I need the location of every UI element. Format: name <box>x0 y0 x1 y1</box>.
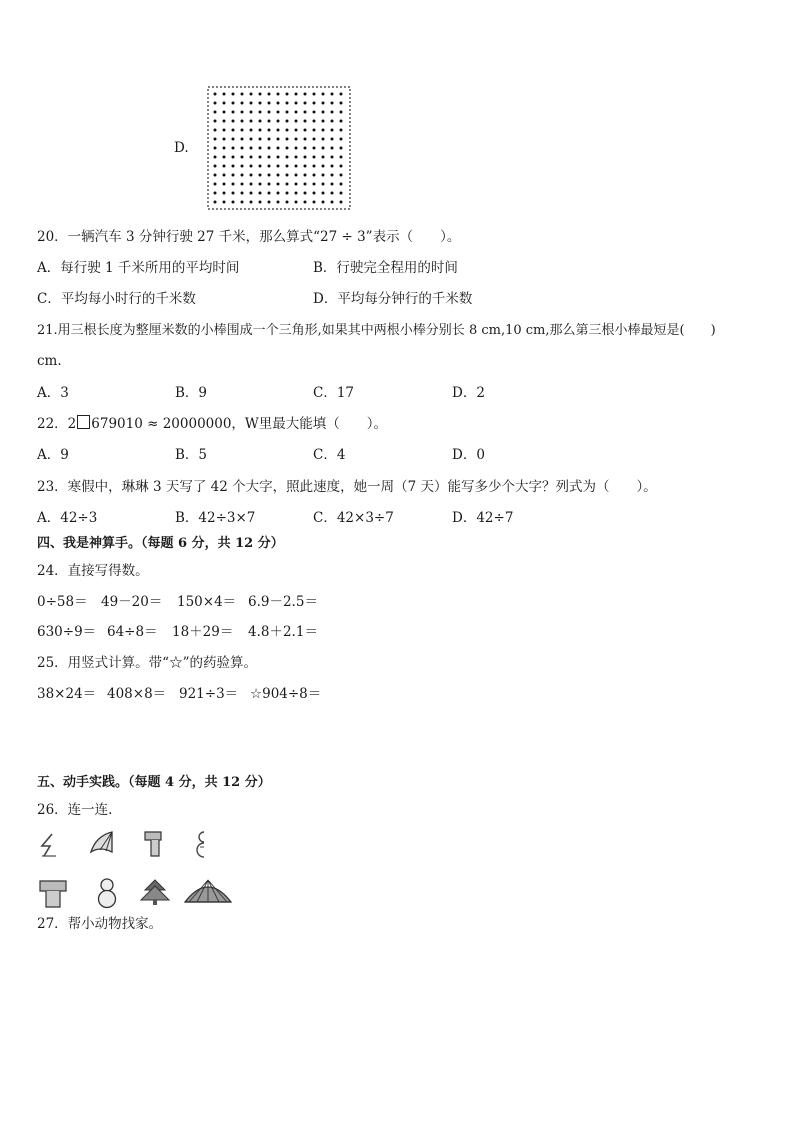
vertical-calc-item: 408×8＝ <box>107 686 167 702</box>
grid-dot <box>286 111 289 114</box>
grid-dot <box>277 174 280 177</box>
calc-item: 6.9－2.5＝ <box>248 594 318 610</box>
grid-dot <box>223 111 226 114</box>
grid-dot <box>322 201 325 204</box>
question-23-option-b: B．42÷3×7 <box>175 510 256 526</box>
grid-dot <box>214 156 217 159</box>
dot-grid-figure <box>207 86 351 210</box>
grid-dot <box>286 129 289 132</box>
grid-dot <box>331 129 334 132</box>
grid-dot <box>241 120 244 123</box>
half-house-icon <box>143 830 163 858</box>
grid-dot <box>268 183 271 186</box>
grid-dot <box>259 93 262 96</box>
grid-dot <box>214 174 217 177</box>
grid-dot <box>223 174 226 177</box>
question-20-option-b: B．行驶完全程用的时间 <box>313 260 458 276</box>
question-21-option-b: B．9 <box>175 385 208 401</box>
grid-dot <box>331 183 334 186</box>
grid-dot <box>313 192 316 195</box>
grid-dot <box>214 147 217 150</box>
grid-dot <box>241 183 244 186</box>
grid-dot <box>313 120 316 123</box>
grid-dot <box>295 165 298 168</box>
question-22-stem <box>37 415 387 433</box>
grid-dot <box>331 93 334 96</box>
section-4-title: 四、我是神算手。（每题 6 分，共 12 分） <box>37 536 284 551</box>
half-lightning-icon <box>38 832 60 858</box>
grid-dot <box>304 147 307 150</box>
blank-box-icon <box>77 415 90 429</box>
grid-dot <box>259 120 262 123</box>
grid-dot <box>295 156 298 159</box>
calc-item: 0÷58＝ <box>37 594 88 610</box>
grid-dot <box>250 156 253 159</box>
question-23-stem: 23．寒假中，琳琳 3 天写了 42 个大字，照此速度，她一周（7 天）能写多少个大字？列式为（ ）。 <box>37 479 657 495</box>
grid-dot <box>223 183 226 186</box>
grid-dot <box>313 165 316 168</box>
grid-dot <box>331 201 334 204</box>
calc-item: 49－20＝ <box>101 594 163 610</box>
grid-dot <box>268 120 271 123</box>
grid-dot <box>223 156 226 159</box>
grid-dot <box>214 120 217 123</box>
grid-dot <box>268 156 271 159</box>
grid-dot <box>250 183 253 186</box>
grid-dot <box>286 183 289 186</box>
grid-dot <box>313 183 316 186</box>
grid-dot <box>286 138 289 141</box>
grid-dot <box>268 165 271 168</box>
grid-dot <box>214 138 217 141</box>
grid-dot <box>286 93 289 96</box>
grid-dot <box>232 102 235 105</box>
calc-item: 150×4＝ <box>177 594 237 610</box>
grid-dot <box>340 93 343 96</box>
grid-dot <box>250 111 253 114</box>
grid-dot <box>304 156 307 159</box>
tree-icon <box>139 878 171 906</box>
grid-dot <box>214 93 217 96</box>
grid-dot <box>322 183 325 186</box>
grid-dot <box>295 120 298 123</box>
question-23-option-d: D．42÷7 <box>452 510 514 526</box>
grid-dot <box>259 183 262 186</box>
vertical-calc-item: 921÷3＝ <box>179 686 239 702</box>
grid-dot <box>340 129 343 132</box>
grid-dot <box>340 111 343 114</box>
grid-dot <box>250 93 253 96</box>
grid-dot <box>232 111 235 114</box>
grid-dot <box>286 174 289 177</box>
grid-dot <box>241 102 244 105</box>
grid-dot <box>322 165 325 168</box>
grid-dot <box>340 165 343 168</box>
grid-dot <box>322 174 325 177</box>
grid-dot <box>340 201 343 204</box>
grid-dot <box>259 138 262 141</box>
grid-dot <box>277 111 280 114</box>
grid-dot <box>232 156 235 159</box>
question-21-option-c: C．17 <box>313 385 355 401</box>
grid-dot <box>331 192 334 195</box>
grid-dot <box>214 201 217 204</box>
grid-dot <box>304 120 307 123</box>
grid-dot <box>232 129 235 132</box>
grid-dot <box>277 120 280 123</box>
grid-dot <box>268 174 271 177</box>
grid-dot <box>304 183 307 186</box>
grid-dot <box>322 147 325 150</box>
question-22-suffix: 679010 ≈ 20000000，W里最大能填（ ）。 <box>91 416 388 432</box>
grid-dot <box>277 192 280 195</box>
grid-dot <box>250 201 253 204</box>
grid-dot <box>214 192 217 195</box>
grid-dot <box>304 174 307 177</box>
grid-dot <box>250 138 253 141</box>
grid-dot <box>286 201 289 204</box>
grid-dot <box>322 111 325 114</box>
grid-dot <box>250 174 253 177</box>
grid-dot <box>223 102 226 105</box>
grid-dot <box>304 201 307 204</box>
grid-dot <box>322 129 325 132</box>
grid-dot <box>250 129 253 132</box>
grid-dot <box>331 147 334 150</box>
grid-dot <box>322 138 325 141</box>
grid-dot <box>277 156 280 159</box>
section-5-title: 五、动手实践。（每题 4 分，共 12 分） <box>37 775 271 790</box>
grid-dot <box>277 183 280 186</box>
grid-dot <box>313 111 316 114</box>
grid-dot <box>268 102 271 105</box>
grid-dot <box>268 93 271 96</box>
grid-dot <box>304 165 307 168</box>
question-21-stem: 21.用三根长度为整厘米数的小棒围成一个三角形,如果其中两根小棒分别长 8 cm,10 cm,那么第三根小棒最短是( ) <box>37 323 716 338</box>
question-21-option-a: A．3 <box>37 385 69 401</box>
grid-dot <box>277 93 280 96</box>
grid-dot <box>214 183 217 186</box>
grid-dot <box>313 102 316 105</box>
grid-dot <box>232 192 235 195</box>
grid-dot <box>223 120 226 123</box>
grid-dot <box>268 111 271 114</box>
question-22-option-d: D．0 <box>452 447 485 463</box>
grid-dot <box>232 174 235 177</box>
grid-dot <box>331 165 334 168</box>
grid-dot <box>241 174 244 177</box>
question-21-option-d: D．2 <box>452 385 485 401</box>
grid-dot <box>223 192 226 195</box>
half-snowman-icon <box>194 829 210 859</box>
grid-dot <box>232 120 235 123</box>
grid-dot <box>241 147 244 150</box>
house-icon <box>38 877 68 909</box>
grid-dot <box>322 120 325 123</box>
grid-dot <box>259 165 262 168</box>
grid-dot <box>295 201 298 204</box>
grid-dot <box>268 192 271 195</box>
grid-dot <box>277 138 280 141</box>
vertical-calc-item: 38×24＝ <box>37 686 97 702</box>
grid-dot <box>268 138 271 141</box>
calc-item: 4.8＋2.1＝ <box>248 624 318 640</box>
grid-dot <box>250 192 253 195</box>
grid-dot <box>331 138 334 141</box>
grid-dot <box>313 201 316 204</box>
grid-dot <box>322 156 325 159</box>
question-20-option-a: A．每行驶 1 千米所用的平均时间 <box>37 260 240 276</box>
grid-dot <box>331 102 334 105</box>
grid-dot <box>313 156 316 159</box>
grid-dot <box>295 111 298 114</box>
grid-dot <box>295 183 298 186</box>
grid-dot <box>286 165 289 168</box>
grid-dot <box>286 120 289 123</box>
grid-dot <box>340 192 343 195</box>
grid-dot <box>322 93 325 96</box>
grid-dot <box>259 201 262 204</box>
question-23-option-a: A．42÷3 <box>37 510 98 526</box>
grid-dot <box>250 165 253 168</box>
grid-dot <box>286 102 289 105</box>
grid-dot <box>241 201 244 204</box>
grid-dot <box>241 129 244 132</box>
grid-dot <box>241 111 244 114</box>
grid-dot <box>250 147 253 150</box>
grid-dot <box>214 165 217 168</box>
grid-dot <box>214 129 217 132</box>
grid-dot <box>259 102 262 105</box>
grid-dot <box>331 111 334 114</box>
grid-dot <box>295 93 298 96</box>
grid-dot <box>304 93 307 96</box>
grid-dot <box>340 120 343 123</box>
grid-dot <box>313 147 316 150</box>
question-22-prefix: 22．2 <box>37 416 77 432</box>
grid-dot <box>241 93 244 96</box>
grid-dot <box>277 129 280 132</box>
grid-dot <box>241 138 244 141</box>
grid-dot <box>223 138 226 141</box>
grid-dot <box>340 156 343 159</box>
question-27-stem: 27．帮小动物找家。 <box>37 916 163 932</box>
grid-dot <box>304 192 307 195</box>
grid-dot <box>241 165 244 168</box>
grid-dot <box>331 174 334 177</box>
question-22-option-a: A．9 <box>37 447 69 463</box>
grid-dot <box>214 111 217 114</box>
grid-dot <box>286 156 289 159</box>
grid-dot <box>232 147 235 150</box>
grid-dot <box>241 156 244 159</box>
calc-item: 18＋29＝ <box>172 624 234 640</box>
grid-dot <box>223 129 226 132</box>
grid-dot <box>259 147 262 150</box>
grid-dot <box>304 138 307 141</box>
grid-dot <box>259 156 262 159</box>
grid-dot <box>223 201 226 204</box>
grid-dot <box>223 147 226 150</box>
question-22-option-b: B．5 <box>175 447 208 463</box>
question-20-option-c: C．平均每小时行的千米数 <box>37 291 196 307</box>
grid-dot <box>313 129 316 132</box>
grid-dot <box>232 138 235 141</box>
umbrella-icon <box>183 878 233 906</box>
grid-dot <box>295 102 298 105</box>
grid-dot <box>322 102 325 105</box>
grid-dot <box>313 138 316 141</box>
grid-dot <box>259 192 262 195</box>
grid-dot <box>340 102 343 105</box>
grid-dot <box>313 93 316 96</box>
question-25-stem: 25．用竖式计算。带“☆”的药验算。 <box>37 655 257 671</box>
grid-dot <box>286 147 289 150</box>
grid-dot <box>286 192 289 195</box>
grid-dot <box>304 129 307 132</box>
calc-item: 630÷9＝ <box>37 624 97 640</box>
grid-dot <box>277 201 280 204</box>
grid-dot <box>331 156 334 159</box>
grid-dot <box>304 111 307 114</box>
grid-dot <box>250 120 253 123</box>
grid-dot <box>259 174 262 177</box>
grid-dot <box>295 129 298 132</box>
grid-dot <box>259 129 262 132</box>
grid-dot <box>295 138 298 141</box>
grid-dot <box>304 102 307 105</box>
grid-dot <box>295 147 298 150</box>
question-24-stem: 24．直接写得数。 <box>37 563 149 579</box>
grid-dot <box>223 165 226 168</box>
grid-dot <box>232 93 235 96</box>
snowman-icon <box>95 877 119 909</box>
grid-dot <box>340 183 343 186</box>
grid-dot <box>277 147 280 150</box>
grid-dot <box>250 102 253 105</box>
grid-dot <box>313 174 316 177</box>
grid-dot <box>268 129 271 132</box>
question-20-stem: 20．一辆汽车 3 分钟行驶 27 千米，那么算式“27 ÷ 3”表示（ ）。 <box>37 229 461 245</box>
question-23-option-c: C．42×3÷7 <box>313 510 394 526</box>
grid-dot <box>241 192 244 195</box>
grid-dot <box>340 147 343 150</box>
grid-dot <box>295 174 298 177</box>
grid-dot <box>322 192 325 195</box>
grid-dot <box>340 174 343 177</box>
grid-dot <box>268 147 271 150</box>
grid-dot <box>232 165 235 168</box>
grid-dot <box>214 102 217 105</box>
grid-dot <box>277 102 280 105</box>
vertical-calc-item: ☆904÷8＝ <box>250 686 322 702</box>
question-21-stem-cont: cm. <box>37 353 62 369</box>
grid-dot <box>223 93 226 96</box>
grid-dot <box>259 111 262 114</box>
grid-dot <box>331 120 334 123</box>
question-22-option-c: C．4 <box>313 447 346 463</box>
calc-item: 64÷8＝ <box>107 624 158 640</box>
option-d-label: D. <box>174 140 189 156</box>
half-umbrella-icon <box>88 830 116 856</box>
question-20-option-d: D．平均每分钟行的千米数 <box>313 291 473 307</box>
grid-dot <box>232 201 235 204</box>
question-26-stem: 26．连一连. <box>37 802 113 818</box>
grid-dot <box>340 138 343 141</box>
grid-dot <box>295 192 298 195</box>
grid-dot <box>277 165 280 168</box>
grid-dot <box>232 183 235 186</box>
grid-dot <box>268 201 271 204</box>
